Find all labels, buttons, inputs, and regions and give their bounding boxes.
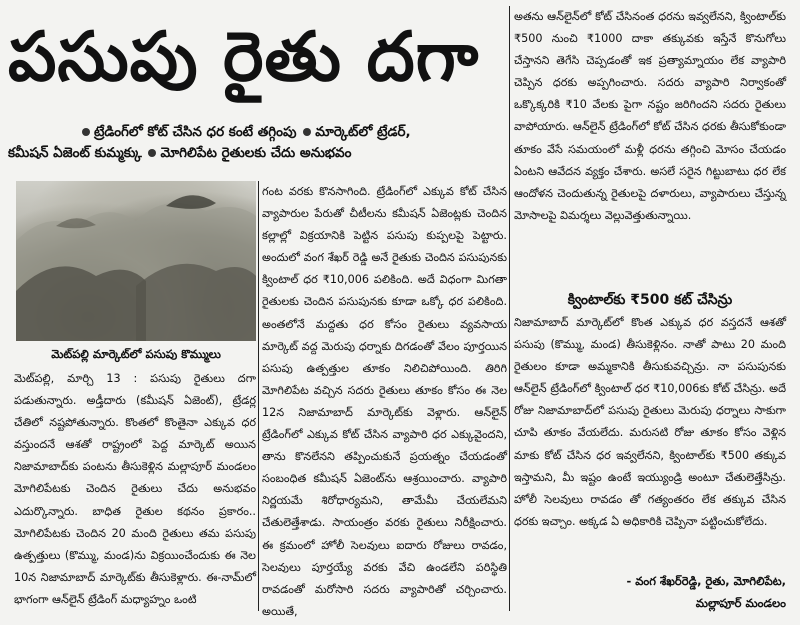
article-text: గంట వరకు కొనసాగింది. ట్రేడింగ్‌లో ఎక్కువ కోట్ చేసిన వ్యాపారుల పేరుతో చీటీలను కమీషన్ ఏజెంట్లకు చెందిన కల్లాల్లో విక్రయానికి పెట్టిన పసుపు కుప్పలపై పెట్టారు. అందులో వంగ శేఖర్ రెడ్డి అనే రైతుకు చెందిన పసుపునకు క్వింటాల్ ధర ₹10,006 పలికింది. అదే విధంగా మిగతా రైతులకు చెందిన పసుపునకు కూడా ఒక్కో ధర పలికింది. అంతలోనే మద్దతు ధర కోసం రైతులు వ్యవసాయ మార్కెట్ వద్ద మెరుపు ధర్నాకు దిగడంతో వేలం పూర్తయిన పసుపు ఉత్పత్తుల తూకం నిలిచిపోయింది. తిరిగి మోగిలిపేట వచ్చిన సదరు రైతులు తూకం కోసం ఈ నెల 12న నిజామాబాద్ మార్కెట్‌కు వెళ్లారు. ఆన్‌లైన్ ట్రేడింగ్‌లో ఎక్కువ కోట్ చేసిన వ్యాపారి ధర ఎక్కువైందని, తాను కొనలేనని తప్పించుకునే ప్రయత్నం చేయడంతో సంబంధిత కమీషన్ ఏజెంట్‌ను ఆశ్రయించారు. వ్యాపారి నిర్ణయమే శిరోధార్యమని, తామేమీ చేయలేమని చేతులెత్తేశాడు. సాయంత్రం వరకు రైతులు నిరీక్షించారు. ఈ క్రమంలో హోలీ సెలవులు ఐదారు రోజులు రావడం, సెలవులు పూర్తయ్యే వరకు వేచి ఉండలేని పరిస్థితి రావడంతో మరోసారి సదరు వ్యాపారితో చర్చించారు. అయితే, [262, 185, 507, 618]
bullet-icon [148, 149, 156, 157]
article-text: అతను ఆన్‌లైన్‌లో కోట్ చేసినంత ధరను ఇవ్వలేనని, క్వింటాల్‌కు ₹500 నుంచి ₹1000 దాకా తక్కువకు ఇస్తేనే కొనుగోలు చేస్తానని తెగేసి చెప్పడంతో ఇక ప్రత్యామ్నాయం లేక వ్యాపారి చెప్పిన ధరకు అప్పగించారు. సదరు వ్యాపారి నిర్వాకంతో ఒక్కొక్కరికి ₹10 వేలకు పైగా నష్టం జరిగిందని సదరు రైతులు వాపోయారు. ఆన్‌లైన్ ట్రేడింగ్‌లో కోట్ చేసిన ధరకు తీసుకోకుండా తూకం వేసే సమయంలో మళ్లీ ధరను తగ్గించి మోసం చేయడం ఏంటని ఆవేదన వ్యక్తం చేశారు. అసలే సరైన గిట్టుబాటు ధర లేక ఆందోళన చెందుతున్న రైతులపై దళారులు, వ్యాపారులు చేస్తున్న మోసాలపై విమర్శలు వెల్లువెత్తుతున్నాయి. [514, 10, 786, 222]
column-divider [258, 181, 259, 611]
farmer-quote-column [514, 312, 786, 574]
subheading-2: మార్కెట్‌లో ట్రేడర్, [315, 124, 411, 140]
subheading-1: ట్రేడింగ్‌లో కోట్ చేసిన ధర కంటే తగ్గింపు [94, 124, 297, 140]
headline: పసుపు రైతు దగా [8, 18, 480, 97]
byline-line-1: - వంగ శేఖర్‌రెడ్డి, రైతు, మోగిలిపేట, [626, 574, 786, 588]
photo-illustration [16, 181, 256, 341]
turmeric-heaps-photo [16, 181, 256, 341]
article-column-3 [514, 6, 786, 288]
bullet-icon [303, 128, 311, 136]
subheading-3: కమీషన్ ఏజెంట్ కుమ్మక్కు [8, 145, 142, 161]
column-divider [509, 6, 510, 611]
article-column-2 [262, 181, 507, 618]
subheading-line-2 [8, 143, 508, 163]
quote-text: నిజామాబాద్ మార్కెట్‌లో కొంత ఎక్కువ ధర వస్తదనే ఆశతో పసుపు (కొమ్ము, మండ) తీసుకెళ్లినం. నాతో పాటు 20 మంది రైతులం కూడా అమ్మకానికి తీసుకువచ్చిన్రు. నా పసుపునకు ఆన్‌లైన్ ట్రేడింగ్‌లో క్వింటాల్ ధర ₹10,006కు కోట్ చేసిన్రు. అదే రోజు నిజామాబాద్‌లో పసుపు రైతులు మెరుపు ధర్నాలు సాకుగా చూపి తూకం వేయలేదు. మరుసటి రోజు తూకం కోసం వెళ్లిన మాకు కోట్ చేసిన ధర ఇవ్వలేనని, క్వింటాల్‌కు ₹500 తక్కువ ఇస్తామని, మీ ఇష్టం ఉంటే ఇయ్యుండ్రి అంటూ చేతులెత్తేసిన్రు. హోలీ సెలవులు రావడం తో గత్యంతరం లేక తక్కువ చేసిన ధరకు ఇచ్చాం. అక్కడ ఏ అధికారికి చెప్పినా పట్టించుకోలేదు. [514, 316, 786, 528]
sidebar-heading: క్వింటాల్‌కు ₹500 కట్ చేసిన్రు [567, 292, 733, 308]
photo-caption: మెట్‌పల్లి మార్కెట్‌లో పసుపు కొమ్ములు [51, 347, 221, 361]
byline-line-2: మల్లాపూర్ మండలం [695, 596, 786, 610]
article-text: మెట్‌పల్లి, మార్చి 13 : పసుపు రైతులు దగా పడుతున్నారు. అడ్తీదారు (కమీషన్ ఏజెంట్), ట్రేడర్ల చేతిలో నష్టపోతున్నారు. కొంతలో కొంతైనా ఎక్కువ ధర వస్తుందనే ఆశతో రాష్ట్రంలో పెద్ద మార్కెట్ అయిన నిజామాబాద్‌కు పంటను తీసుకెళ్లిన మల్లాపూర్ మండలం మోగిలిపేటకు చెందిన రైతులు చేదు అనుభవం ఎదుర్కొన్నారు. బాధిత రైతుల కథనం ప్రకారం.. మోగిలిపేటకు చెందిన 20 మంది రైతులు తమ పసుపు ఉత్పత్తులు (కొమ్ము, మండ)ను విక్రయించేందుకు ఈ నెల 10న నిజామాబాద్ మార్కెట్‌కు తీసుకెళ్లారు. ఈ-నామ్‌లో భాగంగా ఆన్‌లైన్ ట్రేడింగ్ మధ్యాహ్నం ఒంటి [14, 372, 256, 606]
bullet-icon [82, 128, 90, 136]
subheading-line-1 [8, 122, 508, 142]
article-column-1 [14, 368, 256, 608]
subheading-4: మోగిలిపేట రైతులకు చేదు అనుభవం [160, 145, 352, 161]
